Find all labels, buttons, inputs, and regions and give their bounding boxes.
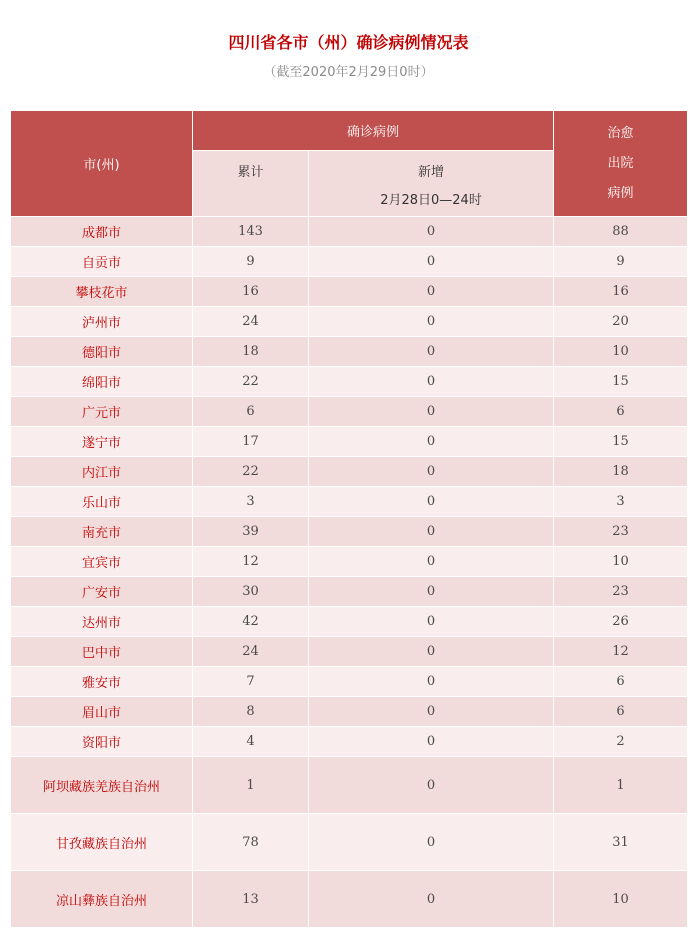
recovered-cell: 20: [554, 307, 688, 337]
city-cell: 遂宁市: [11, 427, 193, 457]
new-cell: 0: [309, 307, 554, 337]
recovered-cell: 6: [554, 667, 688, 697]
table-row: [11, 457, 688, 487]
recovered-cell: 15: [554, 367, 688, 397]
cumulative-cell: 16: [193, 277, 309, 307]
header-recovered-line3: 病例: [607, 185, 634, 201]
table-row: [11, 487, 688, 517]
city-cell: 眉山市: [11, 697, 193, 727]
table-row: [11, 607, 688, 637]
recovered-cell: 10: [554, 547, 688, 577]
recovered-cell: 2: [554, 727, 688, 757]
recovered-cell: 23: [554, 517, 688, 547]
new-cell: 0: [309, 427, 554, 457]
header-new-period: 2月28日0—24时: [380, 193, 482, 208]
recovered-cell: 26: [554, 607, 688, 637]
recovered-cell: 16: [554, 277, 688, 307]
city-cell: 乐山市: [11, 487, 193, 517]
new-cell: 0: [309, 277, 554, 307]
city-cell: 甘孜藏族自治州: [11, 814, 193, 871]
new-cell: 0: [309, 727, 554, 757]
cumulative-cell: 7: [193, 667, 309, 697]
new-cell: 0: [309, 217, 554, 247]
table-row: [11, 217, 688, 247]
new-cell: 0: [309, 757, 554, 814]
city-cell: 巴中市: [11, 637, 193, 667]
recovered-cell: 18: [554, 457, 688, 487]
table-row: [11, 427, 688, 457]
table-row: [11, 577, 688, 607]
table-row: [11, 517, 688, 547]
page-subtitle: （截至2020年2月29日0时）: [263, 65, 434, 80]
cumulative-cell: 8: [193, 697, 309, 727]
cumulative-cell: 42: [193, 607, 309, 637]
new-cell: 0: [309, 637, 554, 667]
cumulative-cell: 17: [193, 427, 309, 457]
new-cell: 0: [309, 397, 554, 427]
cumulative-cell: 39: [193, 517, 309, 547]
new-cell: 0: [309, 697, 554, 727]
new-cell: 0: [309, 487, 554, 517]
recovered-cell: 10: [554, 337, 688, 367]
cases-table: [10, 110, 688, 928]
recovered-cell: 15: [554, 427, 688, 457]
new-cell: 0: [309, 871, 554, 928]
new-cell: 0: [309, 247, 554, 277]
cumulative-cell: 78: [193, 814, 309, 871]
header-city: 市(州): [11, 111, 193, 217]
header-confirmed-group: 确诊病例: [193, 111, 554, 151]
cumulative-cell: 1: [193, 757, 309, 814]
new-cell: 0: [309, 547, 554, 577]
recovered-cell: 6: [554, 397, 688, 427]
city-cell: 自贡市: [11, 247, 193, 277]
city-cell: 阿坝藏族羌族自治州: [11, 757, 193, 814]
recovered-cell: 9: [554, 247, 688, 277]
city-cell: 宜宾市: [11, 547, 193, 577]
table-row: [11, 397, 688, 427]
city-cell: 广安市: [11, 577, 193, 607]
cumulative-cell: 9: [193, 247, 309, 277]
cumulative-cell: 24: [193, 307, 309, 337]
header-new-label: 新增: [418, 165, 445, 180]
table-row: [11, 367, 688, 397]
table-row: [11, 547, 688, 577]
cumulative-cell: 3: [193, 487, 309, 517]
recovered-cell: 12: [554, 637, 688, 667]
new-cell: 0: [309, 517, 554, 547]
table-row: [11, 814, 688, 871]
cumulative-cell: 143: [193, 217, 309, 247]
table-row: [11, 337, 688, 367]
recovered-cell: 1: [554, 757, 688, 814]
header-recovered-line1: 治愈: [607, 125, 634, 141]
new-cell: 0: [309, 667, 554, 697]
cumulative-cell: 22: [193, 457, 309, 487]
recovered-cell: 3: [554, 487, 688, 517]
header-new: [309, 151, 554, 217]
city-cell: 绵阳市: [11, 367, 193, 397]
new-cell: 0: [309, 814, 554, 871]
recovered-cell: 88: [554, 217, 688, 247]
cumulative-cell: 4: [193, 727, 309, 757]
cumulative-cell: 18: [193, 337, 309, 367]
table-header: [11, 111, 688, 217]
table-row: [11, 697, 688, 727]
header-recovered: [554, 111, 688, 217]
city-cell: 南充市: [11, 517, 193, 547]
header-recovered-line2: 出院: [607, 155, 634, 171]
table-row: [11, 667, 688, 697]
recovered-cell: 10: [554, 871, 688, 928]
city-cell: 攀枝花市: [11, 277, 193, 307]
city-cell: 凉山彝族自治州: [11, 871, 193, 928]
new-cell: 0: [309, 457, 554, 487]
recovered-cell: 31: [554, 814, 688, 871]
city-cell: 达州市: [11, 607, 193, 637]
recovered-cell: 6: [554, 697, 688, 727]
cumulative-cell: 30: [193, 577, 309, 607]
city-cell: 德阳市: [11, 337, 193, 367]
table-body: [11, 217, 688, 928]
city-cell: 雅安市: [11, 667, 193, 697]
city-cell: 广元市: [11, 397, 193, 427]
page-title: 四川省各市（州）确诊病例情况表: [228, 33, 469, 52]
table-row: [11, 727, 688, 757]
new-cell: 0: [309, 577, 554, 607]
city-cell: 成都市: [11, 217, 193, 247]
new-cell: 0: [309, 607, 554, 637]
table-row: [11, 871, 688, 928]
city-cell: 泸州市: [11, 307, 193, 337]
header-cumulative-label: 累计: [237, 165, 264, 180]
city-cell: 内江市: [11, 457, 193, 487]
table-row: [11, 247, 688, 277]
cumulative-cell: 22: [193, 367, 309, 397]
header-cumulative: [193, 151, 309, 217]
cumulative-cell: 6: [193, 397, 309, 427]
cumulative-cell: 12: [193, 547, 309, 577]
table-row: [11, 757, 688, 814]
table-row: [11, 637, 688, 667]
cumulative-cell: 24: [193, 637, 309, 667]
table-row: [11, 277, 688, 307]
new-cell: 0: [309, 367, 554, 397]
recovered-cell: 23: [554, 577, 688, 607]
cumulative-cell: 13: [193, 871, 309, 928]
table-row: [11, 307, 688, 337]
city-cell: 资阳市: [11, 727, 193, 757]
new-cell: 0: [309, 337, 554, 367]
